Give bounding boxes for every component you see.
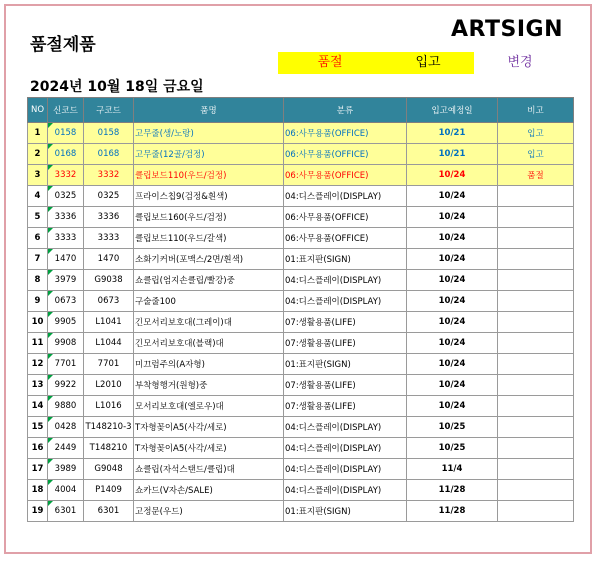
table-row	[28, 291, 574, 312]
cell-product-name[interactable]: 프라이스칩9(검정&흰색)	[134, 186, 284, 207]
table-row	[28, 480, 574, 501]
cell-note[interactable]	[498, 228, 574, 249]
cell-product-name[interactable]: 쇼카드(V자손/SALE)	[134, 480, 284, 501]
cell-category[interactable]: 06:사무용품(OFFICE)	[284, 228, 407, 249]
cell-category[interactable]: 06:사무용품(OFFICE)	[284, 207, 407, 228]
table-row	[28, 417, 574, 438]
cell-due-date[interactable]: 10/24	[407, 249, 498, 270]
cell-new-code[interactable]: 9905	[48, 312, 84, 333]
cell-new-code[interactable]: 3332	[48, 165, 84, 186]
table-header-row	[28, 98, 574, 123]
cell-product-name[interactable]: 클립보드110(우드/검정)	[134, 165, 284, 186]
col-header-no[interactable]: NO	[28, 98, 48, 123]
cell-new-code[interactable]: 9922	[48, 375, 84, 396]
table-row	[28, 270, 574, 291]
cell-product-name[interactable]: 긴모서리보호대(그레이)대	[134, 312, 284, 333]
cell-no[interactable]: 5	[28, 207, 48, 228]
cell-no[interactable]: 9	[28, 291, 48, 312]
cell-category[interactable]: 06:사무용품(OFFICE)	[284, 144, 407, 165]
cell-no[interactable]: 18	[28, 480, 48, 501]
table-row	[28, 249, 574, 270]
cell-note[interactable]	[498, 312, 574, 333]
cell-category[interactable]: 01:표지판(SIGN)	[284, 354, 407, 375]
cell-product-name[interactable]: 부착형행거(원형)중	[134, 375, 284, 396]
cell-no[interactable]: 12	[28, 354, 48, 375]
cell-due-date[interactable]: 10/24	[407, 354, 498, 375]
cell-no[interactable]: 11	[28, 333, 48, 354]
cell-product-name[interactable]: 쇼클립(자석스탠드/클립)대	[134, 459, 284, 480]
cell-note[interactable]	[498, 270, 574, 291]
cell-new-code[interactable]: 3336	[48, 207, 84, 228]
cell-due-date[interactable]: 10/24	[407, 291, 498, 312]
cell-old-code[interactable]: 3336	[84, 207, 134, 228]
cell-due-date[interactable]: 10/24	[407, 165, 498, 186]
cell-due-date[interactable]: 10/24	[407, 207, 498, 228]
cell-old-code[interactable]: 7701	[84, 354, 134, 375]
page-title: 품절제품	[30, 35, 96, 55]
cell-new-code[interactable]: 0428	[48, 417, 84, 438]
brand-logo: ARTSIGN	[451, 17, 563, 42]
cell-old-code[interactable]: 6301	[84, 501, 134, 522]
cell-no[interactable]: 2	[28, 144, 48, 165]
cell-no[interactable]: 14	[28, 396, 48, 417]
cell-old-code[interactable]: 0158	[84, 123, 134, 144]
table-row	[28, 375, 574, 396]
cell-category[interactable]: 07:생활용품(LIFE)	[284, 375, 407, 396]
cell-product-name[interactable]: 미끄럼주의(A자형)	[134, 354, 284, 375]
col-header-category[interactable]: 분류	[284, 98, 407, 123]
cell-old-code[interactable]: L2010	[84, 375, 134, 396]
cell-product-name[interactable]: 소화기커버(포맥스/2면/흰색)	[134, 249, 284, 270]
table-row	[28, 459, 574, 480]
cell-due-date[interactable]: 10/24	[407, 228, 498, 249]
cell-note[interactable]: 입고	[498, 123, 574, 144]
cell-due-date[interactable]: 10/24	[407, 396, 498, 417]
table-row	[28, 207, 574, 228]
cell-no[interactable]: 16	[28, 438, 48, 459]
cell-note[interactable]	[498, 417, 574, 438]
cell-category[interactable]: 04:디스플레이(DISPLAY)	[284, 270, 407, 291]
cell-old-code[interactable]: L1044	[84, 333, 134, 354]
cell-due-date[interactable]: 10/25	[407, 417, 498, 438]
table-row	[28, 312, 574, 333]
cell-product-name[interactable]: 고무줄(생/노랑)	[134, 123, 284, 144]
table-row	[28, 333, 574, 354]
cell-old-code[interactable]: 3333	[84, 228, 134, 249]
cell-note[interactable]	[498, 291, 574, 312]
cell-due-date[interactable]: 10/24	[407, 312, 498, 333]
cell-old-code[interactable]: G9038	[84, 270, 134, 291]
cell-old-code[interactable]: G9048	[84, 459, 134, 480]
cell-old-code[interactable]: 0325	[84, 186, 134, 207]
cell-old-code[interactable]: T148210-3	[84, 417, 134, 438]
cell-due-date[interactable]: 11/28	[407, 480, 498, 501]
cell-no[interactable]: 10	[28, 312, 48, 333]
cell-new-code[interactable]: 6301	[48, 501, 84, 522]
cell-product-name[interactable]: 긴모서리보호대(블랙)대	[134, 333, 284, 354]
cell-new-code[interactable]: 2449	[48, 438, 84, 459]
cell-due-date[interactable]: 10/24	[407, 186, 498, 207]
legend-restocked: 입고	[382, 52, 474, 74]
table-row	[28, 354, 574, 375]
col-header-due-date[interactable]: 입고예정일	[407, 98, 498, 123]
cell-category[interactable]: 04:디스플레이(DISPLAY)	[284, 417, 407, 438]
legend-out-of-stock: 품절	[278, 52, 382, 74]
cell-note[interactable]	[498, 459, 574, 480]
cell-new-code[interactable]: 3333	[48, 228, 84, 249]
table-row	[28, 123, 574, 144]
cell-category[interactable]: 06:사무용품(OFFICE)	[284, 165, 407, 186]
cell-due-date[interactable]: 11/28	[407, 501, 498, 522]
cell-due-date[interactable]: 10/24	[407, 375, 498, 396]
cell-product-name[interactable]: 구술줄100	[134, 291, 284, 312]
cell-new-code[interactable]: 3979	[48, 270, 84, 291]
cell-note[interactable]	[498, 186, 574, 207]
cell-note[interactable]	[498, 480, 574, 501]
cell-product-name[interactable]: 모서리보호대(엘로우)대	[134, 396, 284, 417]
cell-product-name[interactable]: T자형꽂이A5(사각/세로)	[134, 417, 284, 438]
cell-no[interactable]: 6	[28, 228, 48, 249]
col-header-product-name[interactable]: 품명	[134, 98, 284, 123]
cell-product-name[interactable]: T자형꽂이A5(사각/세로)	[134, 438, 284, 459]
table-row	[28, 186, 574, 207]
cell-old-code[interactable]: P1409	[84, 480, 134, 501]
out-of-stock-table	[27, 97, 574, 522]
col-header-old-code[interactable]: 구코드	[84, 98, 134, 123]
col-header-note[interactable]: 비고	[498, 98, 574, 123]
cell-category[interactable]: 07:생활용품(LIFE)	[284, 396, 407, 417]
cell-product-name[interactable]: 쇼클립(엄지손클립/빨강)중	[134, 270, 284, 291]
cell-note[interactable]: 입고	[498, 144, 574, 165]
cell-due-date[interactable]: 10/25	[407, 438, 498, 459]
cell-no[interactable]: 7	[28, 249, 48, 270]
cell-note[interactable]	[498, 249, 574, 270]
cell-old-code[interactable]: 0673	[84, 291, 134, 312]
cell-no[interactable]: 19	[28, 501, 48, 522]
cell-no[interactable]: 13	[28, 375, 48, 396]
cell-note[interactable]	[498, 375, 574, 396]
cell-category[interactable]: 06:사무용품(OFFICE)	[284, 123, 407, 144]
table-row	[28, 501, 574, 522]
cell-note[interactable]	[498, 354, 574, 375]
cell-old-code[interactable]: T148210	[84, 438, 134, 459]
cell-product-name[interactable]: 고무줄(12골/검정)	[134, 144, 284, 165]
cell-category[interactable]: 07:생활용품(LIFE)	[284, 312, 407, 333]
cell-old-code[interactable]: 3332	[84, 165, 134, 186]
table-row	[28, 165, 574, 186]
cell-no[interactable]: 3	[28, 165, 48, 186]
cell-category[interactable]: 01:표지판(SIGN)	[284, 501, 407, 522]
cell-due-date[interactable]: 10/24	[407, 270, 498, 291]
legend-changed: 변경	[507, 55, 533, 70]
cell-new-code[interactable]: 0168	[48, 144, 84, 165]
cell-due-date[interactable]: 10/24	[407, 333, 498, 354]
table-row	[28, 438, 574, 459]
cell-new-code[interactable]: 7701	[48, 354, 84, 375]
cell-category[interactable]: 04:디스플레이(DISPLAY)	[284, 459, 407, 480]
cell-category[interactable]: 01:표지판(SIGN)	[284, 249, 407, 270]
table-row	[28, 396, 574, 417]
cell-no[interactable]: 8	[28, 270, 48, 291]
cell-due-date[interactable]: 10/21	[407, 144, 498, 165]
cell-category[interactable]: 04:디스플레이(DISPLAY)	[284, 438, 407, 459]
cell-no[interactable]: 1	[28, 123, 48, 144]
cell-note[interactable]	[498, 438, 574, 459]
cell-note[interactable]	[498, 333, 574, 354]
cell-category[interactable]: 04:디스플레이(DISPLAY)	[284, 291, 407, 312]
cell-note[interactable]	[498, 501, 574, 522]
cell-note[interactable]: 품절	[498, 165, 574, 186]
cell-no[interactable]: 4	[28, 186, 48, 207]
cell-product-name[interactable]: 클립보드110(우드/갈색)	[134, 228, 284, 249]
cell-new-code[interactable]: 3989	[48, 459, 84, 480]
cell-no[interactable]: 17	[28, 459, 48, 480]
cell-new-code[interactable]: 1470	[48, 249, 84, 270]
cell-category[interactable]: 04:디스플레이(DISPLAY)	[284, 480, 407, 501]
cell-old-code[interactable]: 1470	[84, 249, 134, 270]
cell-old-code[interactable]: L1016	[84, 396, 134, 417]
cell-due-date[interactable]: 11/4	[407, 459, 498, 480]
cell-old-code[interactable]: L1041	[84, 312, 134, 333]
cell-due-date[interactable]: 10/21	[407, 123, 498, 144]
cell-old-code[interactable]: 0168	[84, 144, 134, 165]
table-row	[28, 228, 574, 249]
cell-new-code[interactable]: 0673	[48, 291, 84, 312]
report-date: 2024년 10월 18일 금요일	[30, 79, 204, 95]
col-header-new-code[interactable]: 신코드	[48, 98, 84, 123]
cell-new-code[interactable]: 0158	[48, 123, 84, 144]
table-row	[28, 144, 574, 165]
cell-category[interactable]: 07:생활용품(LIFE)	[284, 333, 407, 354]
cell-product-name[interactable]: 고정문(우드)	[134, 501, 284, 522]
cell-new-code[interactable]: 0325	[48, 186, 84, 207]
cell-note[interactable]	[498, 207, 574, 228]
cell-new-code[interactable]: 4004	[48, 480, 84, 501]
cell-note[interactable]	[498, 396, 574, 417]
cell-product-name[interactable]: 클립보드160(우드/검정)	[134, 207, 284, 228]
cell-no[interactable]: 15	[28, 417, 48, 438]
cell-new-code[interactable]: 9880	[48, 396, 84, 417]
cell-category[interactable]: 04:디스플레이(DISPLAY)	[284, 186, 407, 207]
cell-new-code[interactable]: 9908	[48, 333, 84, 354]
